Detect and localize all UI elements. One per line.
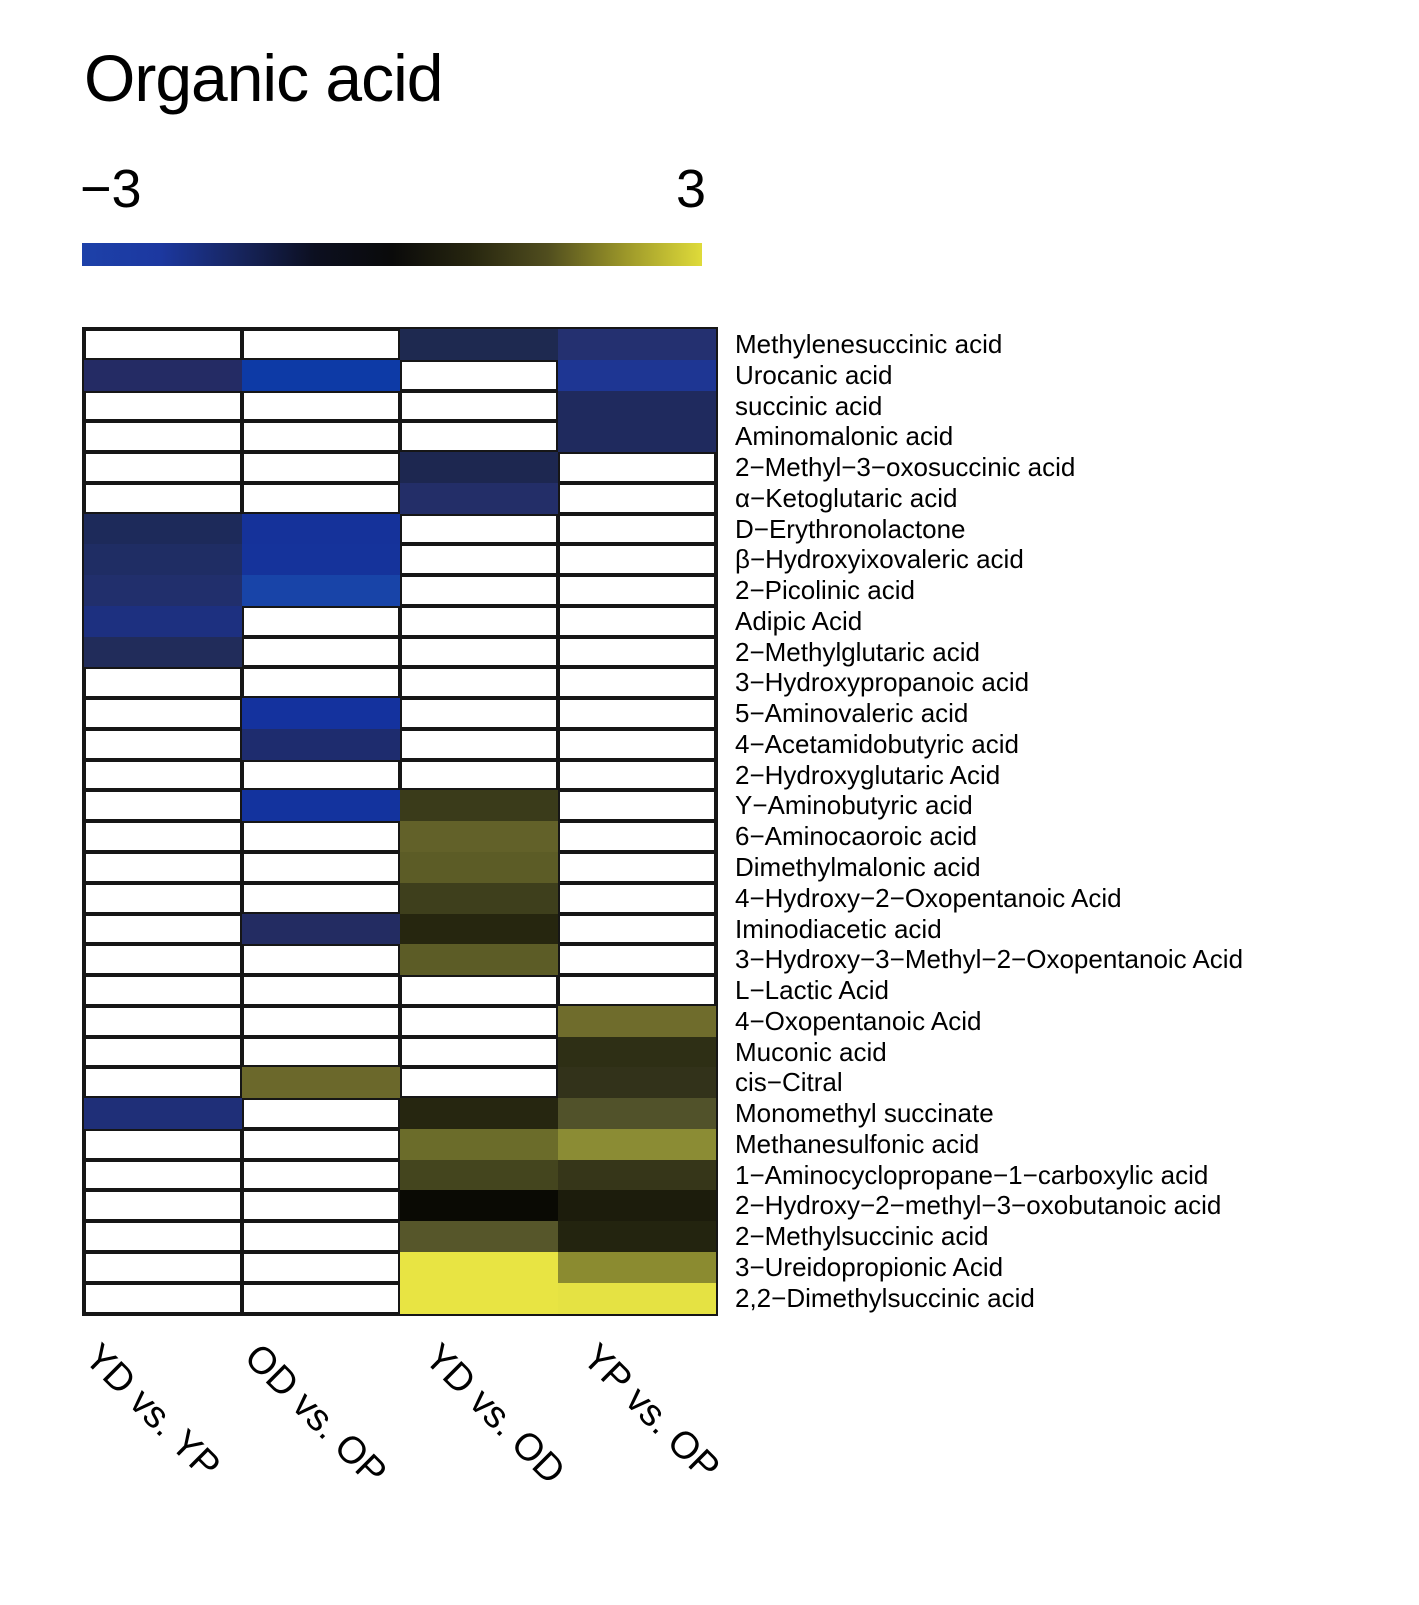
- heatmap-cell: [242, 391, 400, 422]
- table-row: [84, 390, 883, 422]
- heatmap-cell: [84, 1283, 242, 1314]
- table-row: [84, 759, 1001, 791]
- heatmap-cell: [558, 1067, 716, 1098]
- heatmap-cell: [84, 729, 242, 760]
- row-label: β−Hydroxyixovaleric acid: [735, 544, 1024, 575]
- colorbar-gradient: [82, 243, 702, 266]
- table-row: [84, 1036, 887, 1068]
- table-row: [84, 636, 980, 668]
- table-row: [84, 575, 915, 606]
- column-label: YP vs. OP: [574, 1336, 728, 1490]
- row-label: 2−Methylsuccinic acid: [735, 1221, 989, 1252]
- heatmap-cell: [84, 1129, 242, 1160]
- table-row: [84, 1128, 980, 1160]
- heatmap-cell: [400, 452, 558, 483]
- row-label: Methylenesuccinic acid: [735, 329, 1003, 359]
- heatmap-cell: [84, 514, 242, 545]
- heatmap-cell: [242, 1221, 400, 1252]
- row-label: Dimethylmalonic acid: [735, 852, 981, 883]
- heatmap-cell: [400, 483, 558, 514]
- heatmap-cell: [400, 729, 558, 760]
- table-row: [84, 1221, 989, 1252]
- heatmap-cell: [84, 944, 242, 975]
- table-row: [84, 821, 978, 852]
- heatmap-cell: [558, 1190, 716, 1221]
- heatmap-cell: [558, 698, 716, 729]
- heatmap-cell: [400, 329, 558, 360]
- table-row: [84, 329, 1003, 360]
- heatmap-cell: [84, 1160, 242, 1191]
- heatmap-cell: [400, 1098, 558, 1129]
- heatmap-cell: [84, 575, 242, 606]
- table-row: [84, 944, 1244, 975]
- heatmap-cell: [84, 1037, 242, 1068]
- table-row: [84, 913, 942, 945]
- heatmap-cell: [242, 883, 400, 914]
- heatmap-cell: [400, 1037, 558, 1068]
- heatmap-cell: [242, 360, 400, 391]
- heatmap-cell: [400, 760, 558, 791]
- row-label: 5−Aminovaleric acid: [735, 698, 969, 729]
- heatmap-cell: [242, 852, 400, 883]
- heatmap-cell: [400, 914, 558, 945]
- heatmap-cell: [400, 514, 558, 545]
- heatmap-cell: [558, 1129, 716, 1160]
- heatmap-cell: [242, 1252, 400, 1283]
- heatmap-cell: [242, 1006, 400, 1037]
- table-row: [84, 790, 973, 821]
- heatmap-cell: [84, 975, 242, 1006]
- heatmap-cell: [400, 975, 558, 1006]
- heatmap-cell: [400, 1006, 558, 1037]
- heatmap-cell: [242, 421, 400, 452]
- heatmap-cell: [242, 1037, 400, 1068]
- heatmap-cell: [242, 514, 400, 545]
- heatmap-cell: [400, 944, 558, 975]
- heatmap-cell: [84, 606, 242, 637]
- heatmap-cell: [84, 360, 242, 391]
- heatmap-cell: [400, 1252, 558, 1283]
- heatmap-cell: [242, 729, 400, 760]
- heatmap-cell: [400, 1160, 558, 1191]
- heatmap-cell: [84, 667, 242, 698]
- heatmap-cell: [558, 883, 716, 914]
- table-row: [84, 1159, 1209, 1191]
- heatmap-cell: [558, 790, 716, 821]
- heatmap-cell: [242, 1098, 400, 1129]
- heatmap-cell: [558, 914, 716, 945]
- table-row: [84, 882, 1122, 914]
- table-row: [84, 544, 1024, 575]
- row-label: 4−Hydroxy−2−Oxopentanoic Acid: [735, 882, 1122, 913]
- row-label: 6−Aminocaoroic acid: [735, 821, 978, 852]
- heatmap-cell: [400, 883, 558, 914]
- row-label: L−Lactic Acid: [735, 975, 889, 1006]
- table-row: [84, 359, 893, 391]
- heatmap-cell: [400, 360, 558, 391]
- column-label: YD vs. OD: [416, 1336, 573, 1493]
- row-label: 2,2−Dimethylsuccinic acid: [735, 1282, 1035, 1313]
- heatmap-cell: [242, 790, 400, 821]
- row-label: α−Ketoglutaric acid: [735, 482, 958, 513]
- heatmap-cell: [242, 1190, 400, 1221]
- heatmap-cell: [558, 1221, 716, 1252]
- column-label: OD vs. OP: [236, 1336, 395, 1495]
- table-row: [84, 421, 954, 452]
- heatmap-cell: [84, 637, 242, 668]
- heatmap-cell: [84, 914, 242, 945]
- heatmap-cell: [558, 514, 716, 545]
- heatmap-cell: [84, 1221, 242, 1252]
- heatmap-cell: [242, 975, 400, 1006]
- heatmap-cell: [242, 1160, 400, 1191]
- table-row: [84, 513, 966, 545]
- table-row: [84, 852, 981, 883]
- table-row: [84, 482, 958, 514]
- heatmap-cell: [400, 575, 558, 606]
- row-label: 2−Hydroxy−2−methyl−3−oxobutanoic acid: [735, 1190, 1222, 1221]
- table-row: [84, 1005, 982, 1037]
- column-label: YD vs. YP: [76, 1336, 228, 1488]
- heatmap-cell: [242, 637, 400, 668]
- heatmap-cell: [400, 606, 558, 637]
- heatmap-cell: [400, 1067, 558, 1098]
- heatmap-cell: [400, 1190, 558, 1221]
- row-label: 1−Aminocyclopropane−1−carboxylic acid: [735, 1159, 1209, 1190]
- heatmap-cell: [400, 544, 558, 575]
- table-row: [84, 667, 1030, 698]
- heatmap-cell: [84, 483, 242, 514]
- heatmap-cell: [558, 391, 716, 422]
- row-label: succinic acid: [735, 390, 883, 421]
- row-label: Adipic Acid: [735, 605, 863, 636]
- heatmap-cell: [242, 544, 400, 575]
- heatmap-cell: [558, 1283, 716, 1314]
- row-label: Y−Aminobutyric acid: [735, 790, 973, 821]
- heatmap-cell: [242, 821, 400, 852]
- table-row: [84, 605, 863, 637]
- table-row: [84, 1251, 1004, 1283]
- table-row: [84, 1067, 843, 1098]
- heatmap-cell: [558, 1160, 716, 1191]
- heatmap-cell: [558, 544, 716, 575]
- heatmap-cell: [558, 606, 716, 637]
- heatmap-cell: [558, 421, 716, 452]
- heatmap-cell: [242, 698, 400, 729]
- heatmap-cell: [400, 667, 558, 698]
- heatmap-cell: [84, 391, 242, 422]
- heatmap-cell: [84, 760, 242, 791]
- heatmap-cell: [558, 575, 716, 606]
- heatmap-cell: [558, 975, 716, 1006]
- row-label: 2−Methylglutaric acid: [735, 636, 980, 667]
- colorbar-max-label: 3: [676, 159, 707, 219]
- heatmap-cell: [242, 914, 400, 945]
- row-label: 3−Ureidopropionic Acid: [735, 1251, 1004, 1282]
- page-title: Organic acid: [84, 41, 443, 115]
- heatmap-cell: [84, 698, 242, 729]
- row-label: 4−Acetamidobutyric acid: [735, 728, 1019, 759]
- heatmap-cell: [400, 1221, 558, 1252]
- heatmap-cell: [400, 1129, 558, 1160]
- heatmap-cell: [558, 329, 716, 360]
- row-label: cis−Citral: [735, 1067, 843, 1098]
- heatmap-cell: [242, 606, 400, 637]
- heatmap-cell: [558, 452, 716, 483]
- table-row: [84, 1098, 994, 1129]
- row-label: 3−Hydroxy−3−Methyl−2−Oxopentanoic Acid: [735, 944, 1244, 975]
- heatmap-cell: [242, 1067, 400, 1098]
- heatmap-cell: [84, 452, 242, 483]
- heatmap-cell: [242, 452, 400, 483]
- heatmap-cell: [84, 421, 242, 452]
- heatmap-cell: [400, 821, 558, 852]
- heatmap-cell: [242, 483, 400, 514]
- row-label: D−Erythronolactone: [735, 513, 966, 544]
- heatmap-cell: [84, 1252, 242, 1283]
- colorbar-min-label: −3: [80, 159, 142, 219]
- table-row: [84, 975, 889, 1006]
- heatmap-cell: [242, 667, 400, 698]
- row-label: 2−Methyl−3−oxosuccinic acid: [735, 452, 1076, 483]
- heatmap-cell: [558, 1006, 716, 1037]
- heatmap-cell: [84, 329, 242, 360]
- heatmap-cell: [400, 391, 558, 422]
- heatmap-cell: [400, 852, 558, 883]
- heatmap-cell: [558, 667, 716, 698]
- table-row: [84, 1190, 1222, 1221]
- column-labels: [0, 1330, 1419, 1600]
- heatmap: [82, 327, 1244, 1316]
- heatmap-cell: [400, 637, 558, 668]
- heatmap-cell: [84, 1006, 242, 1037]
- heatmap-cell: [400, 790, 558, 821]
- row-label: Aminomalonic acid: [735, 421, 954, 452]
- heatmap-cell: [558, 1037, 716, 1068]
- heatmap-cell: [558, 760, 716, 791]
- row-label: 2−Picolinic acid: [735, 575, 915, 606]
- heatmap-cell: [242, 1283, 400, 1314]
- heatmap-cell: [558, 483, 716, 514]
- heatmap-cell: [84, 1098, 242, 1129]
- table-row: [84, 728, 1019, 760]
- heatmap-cell: [242, 760, 400, 791]
- heatmap-cell: [84, 852, 242, 883]
- heatmap-cell: [84, 1190, 242, 1221]
- table-row: [84, 452, 1076, 483]
- heatmap-cell: [558, 852, 716, 883]
- heatmap-cell: [242, 329, 400, 360]
- heatmap-cell: [242, 944, 400, 975]
- table-row: [84, 698, 969, 729]
- heatmap-cell: [400, 698, 558, 729]
- heatmap-cell: [242, 1129, 400, 1160]
- heatmap-cell: [400, 421, 558, 452]
- row-label: 4−Oxopentanoic Acid: [735, 1005, 982, 1036]
- row-label: Urocanic acid: [735, 359, 893, 390]
- row-label: 3−Hydroxypropanoic acid: [735, 667, 1030, 698]
- heatmap-cell: [84, 1067, 242, 1098]
- row-label: Iminodiacetic acid: [735, 913, 942, 944]
- heatmap-cell: [558, 944, 716, 975]
- heatmap-cell: [84, 821, 242, 852]
- heatmap-cell: [400, 1283, 558, 1314]
- row-label: 2−Hydroxyglutaric Acid: [735, 759, 1001, 790]
- heatmap-cell: [558, 821, 716, 852]
- row-label: Muconic acid: [735, 1036, 887, 1067]
- heatmap-cell: [242, 575, 400, 606]
- heatmap-cell: [558, 360, 716, 391]
- row-label: Monomethyl succinate: [735, 1098, 994, 1129]
- heatmap-cell: [84, 883, 242, 914]
- heatmap-cell: [84, 790, 242, 821]
- heatmap-cell: [558, 1098, 716, 1129]
- heatmap-cell: [558, 729, 716, 760]
- row-label: Methanesulfonic acid: [735, 1128, 980, 1159]
- heatmap-cell: [558, 637, 716, 668]
- heatmap-cell: [84, 544, 242, 575]
- heatmap-cell: [558, 1252, 716, 1283]
- table-row: [84, 1282, 1035, 1314]
